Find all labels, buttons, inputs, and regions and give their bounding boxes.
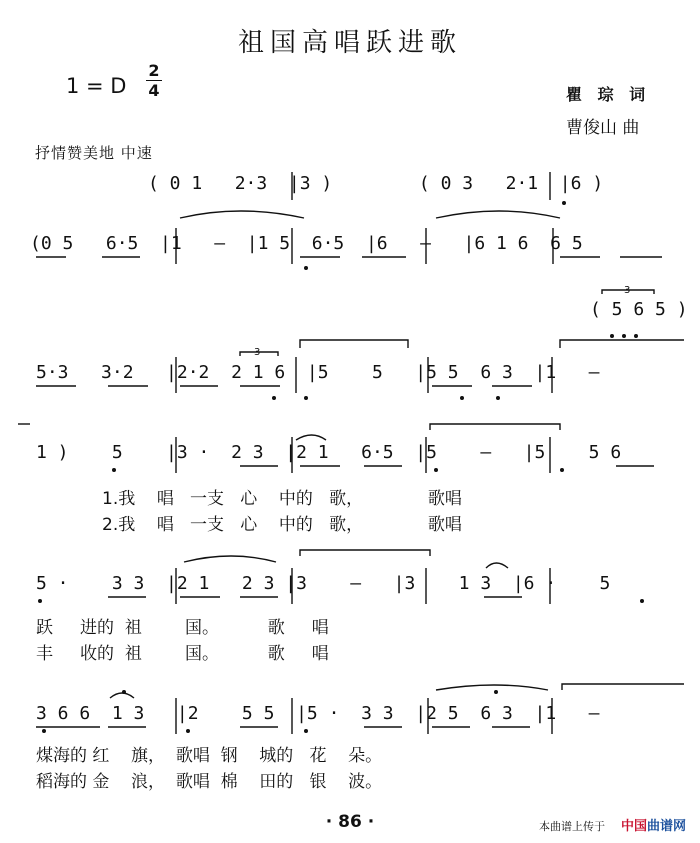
octave-dot: [496, 396, 500, 400]
octave-dot: [304, 266, 308, 270]
octave-dot: [494, 690, 498, 694]
triplet-number: 3: [254, 347, 261, 358]
key-signature: 1 = D: [66, 74, 127, 98]
octave-dot: [272, 396, 276, 400]
tie: [110, 693, 134, 698]
octave-dot: [610, 334, 614, 338]
staff-row-4: 5 · 3 3 |2 1 2 3 |3 — |3 1 3 |6 · 5: [36, 573, 611, 594]
tie: [180, 211, 304, 218]
bracket: [430, 424, 560, 430]
bracket: [300, 340, 408, 348]
staff-row-1: (0 5 6·5 |1 — |1 5 6·5 |6 — |6 1 6 6 5: [30, 233, 583, 254]
triplet-number: 3: [624, 285, 631, 296]
lyric-row-5-verse2: 稻海的 金 浪， 歌唱 棉 田的 银 波。: [36, 772, 383, 792]
octave-dot: [186, 729, 190, 733]
lyricist: 瞿 琮 词: [566, 85, 651, 104]
octave-dot: [42, 729, 46, 733]
octave-dot: [304, 729, 308, 733]
octave-dot: [112, 468, 116, 472]
octave-dot: [634, 334, 638, 338]
octave-dot: [560, 468, 564, 472]
staff-row-2: 5·3 3·2 |2·2 2 1 6 |5 5 |5 5 6 3 |1 —: [36, 362, 600, 383]
staff-row-2-intro: ( 5 6 5 ): [590, 299, 688, 320]
lyric-row-3-verse2: 2.我 唱 一支 心 中的 歌， 歌唱: [102, 515, 462, 535]
lyric-row-3-verse1: 1.我 唱 一支 心 中的 歌， 歌唱: [102, 489, 462, 509]
tie: [436, 685, 548, 690]
staff-row-3: 1 ) 5 |3 · 2 3 |2 1 6·5 |5 — |5 5 6: [36, 442, 622, 463]
octave-dot: [622, 334, 626, 338]
bracket: [560, 340, 684, 348]
tie: [184, 556, 276, 562]
lyric-row-4-verse2: 丰 收的 祖 国。 歌 唱: [36, 644, 329, 664]
octave-dot: [640, 599, 644, 603]
tempo-marking: 抒情赞美地 中速: [35, 144, 153, 162]
time-signature-top: 2: [148, 61, 160, 80]
lyric-row-5-verse1: 煤海的 红 旗， 歌唱 钢 城的 花 朵。: [36, 746, 383, 766]
tie: [296, 435, 326, 440]
bracket: [562, 684, 684, 690]
site-logo[interactable]: [621, 815, 686, 834]
site-logo-part2: 曲谱网: [646, 819, 686, 834]
bracket: [300, 550, 430, 556]
staff-row-5: 3 6 6 1 3 |2 5 5 |5 · 3 3 |2 5 6 3 |1 —: [36, 703, 600, 724]
tie: [486, 563, 508, 568]
octave-dot: [434, 468, 438, 472]
staff-row-0-intro: ( 0 1 2·3 |3 ) ( 0 3 2·1 |6 ): [148, 173, 604, 194]
octave-dot: [562, 201, 566, 205]
lyric-row-4-verse1: 跃 进的 祖 国。 歌 唱: [36, 618, 329, 638]
octave-dot: [38, 599, 42, 603]
octave-dot: [122, 690, 126, 694]
song-title: 祖国高唱跃进歌: [237, 28, 462, 58]
tie: [436, 211, 560, 218]
site-logo-part1: 中国: [620, 819, 647, 834]
composer: 曹俊山 曲: [566, 118, 640, 138]
time-signature-bottom: 4: [148, 81, 160, 100]
page-number: · 86 ·: [325, 812, 375, 832]
upload-note: 本曲谱上传于: [539, 820, 605, 833]
octave-dot: [304, 396, 308, 400]
octave-dot: [460, 396, 464, 400]
